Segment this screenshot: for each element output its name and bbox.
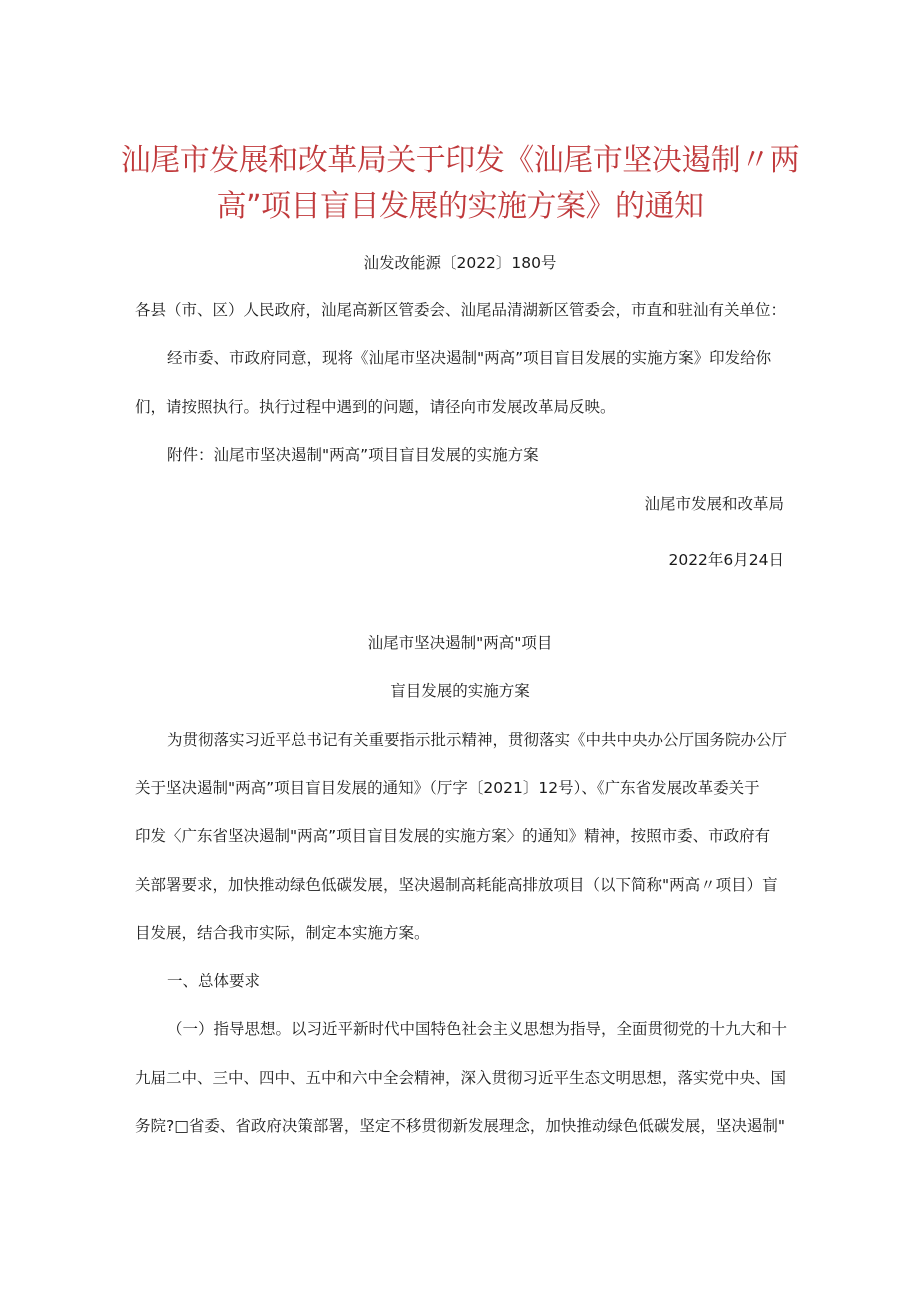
plan-title-line-1: 汕尾市坚决遏制"两高"项目 xyxy=(367,634,553,652)
issue-date: 2022年6月24日 xyxy=(668,551,784,569)
guiding-line-1: （一）指导思想。以习近平新时代中国特色社会主义思想为指导，全面贯彻党的十九大和十 xyxy=(167,1020,788,1038)
salutation: 各县（市、区）人民政府，汕尾高新区管委会、汕尾品清湖新区管委会，市直和驻汕有关单位： xyxy=(135,301,787,319)
notice-line-1: 经市委、市政府同意，现将《汕尾市坚决遏制"两高”项目盲目发展的实施方案》印发给你 xyxy=(167,349,772,367)
guiding-line-3: 务院?□省委、省政府决策部署，坚定不移贯彻新发展理念，加快推动绿色低碳发展，坚决遏制" xyxy=(135,1117,786,1135)
document-number: 汕发改能源〔2022〕180号 xyxy=(363,254,557,272)
attachment-line: 附件：汕尾市坚决遏制"两高”项目盲目发展的实施方案 xyxy=(167,446,539,464)
plan-title-line-2: 盲目发展的实施方案 xyxy=(390,682,530,700)
section-heading: 一、总体要求 xyxy=(167,972,261,990)
intro-line-1: 为贯彻落实习近平总书记有关重要指示批示精神，贯彻落实《中共中央办公厅国务院办公厅 xyxy=(167,731,788,749)
intro-line-3: 印发〈广东省坚决遏制"两高”项目盲目发展的实施方案〉的通知》精神，按照市委、市政府有 xyxy=(135,827,771,845)
intro-line-2: 关于坚决遏制"两高”项目盲目发展的通知》（厅字〔2021〕12号）、《广东省发展改革委关于 xyxy=(135,779,760,797)
document-title-line-2: 高”项目盲目发展的实施方案》的通知 xyxy=(216,189,704,224)
intro-line-4: 关部署要求，加快推动绿色低碳发展，坚决遏制高耗能高排放项目（以下简称"两高〃项目）盲 xyxy=(135,876,778,894)
guiding-line-2: 九届二中、三中、四中、五中和六中全会精神，深入贯彻习近平生态文明思想，落实党中央、国 xyxy=(135,1069,787,1087)
notice-line-2: 们，请按照执行。执行过程中遇到的问题，请径向市发展改革局反映。 xyxy=(135,398,616,416)
document-title-line-1: 汕尾市发展和改革局关于印发《汕尾市坚决遏制〃两 xyxy=(120,143,800,178)
intro-line-5: 目发展，结合我市实际，制定本实施方案。 xyxy=(135,924,430,942)
signature: 汕尾市发展和改革局 xyxy=(644,495,784,513)
